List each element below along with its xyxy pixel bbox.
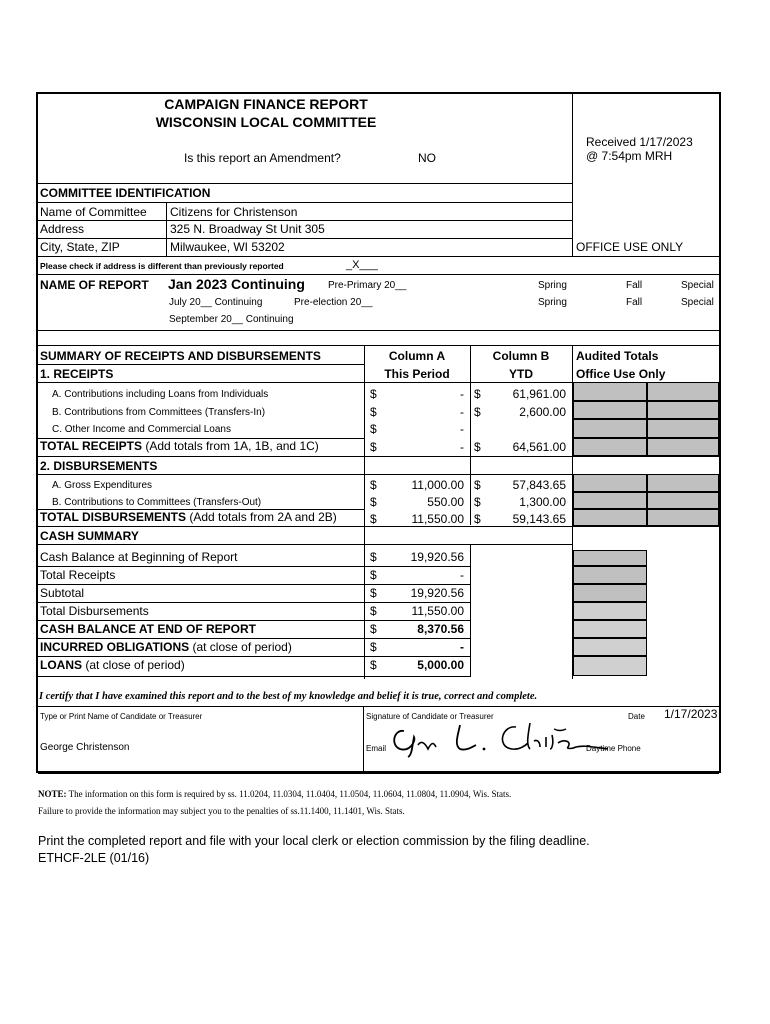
cash-end-label: CASH BALANCE AT END OF REPORT bbox=[40, 622, 256, 636]
audit-r-a-a[interactable] bbox=[573, 382, 647, 401]
audit-subtotal[interactable] bbox=[573, 584, 647, 602]
disb-a-col-b[interactable]: 57,843.65 bbox=[512, 478, 566, 492]
amendment-answer[interactable]: NO bbox=[418, 151, 436, 165]
note-label: NOTE: bbox=[38, 789, 67, 799]
incurred-value[interactable]: - bbox=[460, 640, 464, 654]
cash-begin-value[interactable]: 19,920.56 bbox=[410, 550, 464, 564]
form-subtitle: WISCONSIN LOCAL COMMITTEE bbox=[155, 114, 377, 130]
receipt-a-label: A. Contributions including Loans from Individuals bbox=[52, 389, 269, 400]
receipts-heading: 1. RECEIPTS bbox=[40, 367, 114, 381]
audit-loans[interactable] bbox=[573, 656, 647, 676]
committee-city-label: City, State, ZIP bbox=[40, 240, 120, 254]
name-label: Type or Print Name of Candidate or Treasurer bbox=[40, 712, 203, 721]
cash-end-dollar: $ bbox=[370, 622, 377, 636]
disb-a-col-a[interactable]: 11,000.00 bbox=[411, 478, 464, 492]
audit-tr-b[interactable] bbox=[647, 438, 719, 456]
campaign-finance-form bbox=[36, 92, 721, 773]
report-spring-1[interactable]: Spring bbox=[538, 280, 567, 291]
subtotal-value[interactable]: 19,920.56 bbox=[410, 586, 464, 600]
disb-b-label: B. Contributions to Committees (Transfers-Out) bbox=[52, 497, 262, 508]
audit-d-a-a[interactable] bbox=[573, 474, 647, 492]
total-receipts-bold: TOTAL RECEIPTS bbox=[40, 439, 143, 453]
receipt-b-col-b-dollar: $ bbox=[474, 405, 481, 419]
loans-bold: LOANS bbox=[40, 658, 82, 672]
report-pre-election[interactable]: Pre-election 20__ bbox=[294, 297, 373, 308]
receipt-b-col-a-dollar: $ bbox=[370, 405, 377, 419]
audit-d-a-b[interactable] bbox=[647, 474, 719, 492]
amendment-question: Is this report an Amendment? bbox=[184, 151, 341, 165]
received-stamp-line2: @ 7:54pm MRH bbox=[586, 149, 673, 163]
treasurer-name[interactable]: George Christenson bbox=[40, 742, 130, 753]
cash-disb-label: Total Disbursements bbox=[40, 604, 149, 618]
audited-subheading: Office Use Only bbox=[576, 367, 666, 381]
audit-cash-end[interactable] bbox=[573, 620, 647, 638]
committee-name-label: Name of Committee bbox=[40, 205, 147, 219]
date-value[interactable]: 1/17/2023 bbox=[664, 707, 718, 721]
receipt-b-col-b[interactable]: 2,600.00 bbox=[519, 405, 566, 419]
subtotal-dollar: $ bbox=[370, 586, 377, 600]
cash-begin-dollar: $ bbox=[370, 550, 377, 564]
disbursements-heading: 2. DISBURSEMENTS bbox=[40, 459, 158, 473]
total-disb-note: (Add totals from 2A and 2B) bbox=[189, 510, 337, 524]
total-receipts-col-b[interactable]: 64,561.00 bbox=[512, 440, 566, 454]
receipt-b-label: B. Contributions from Committees (Transfers-In) bbox=[52, 407, 266, 418]
disb-a-col-a-dollar: $ bbox=[370, 478, 377, 492]
summary-heading: SUMMARY OF RECEIPTS AND DISBURSEMENTS bbox=[40, 349, 321, 363]
total-receipts-col-b-dollar: $ bbox=[474, 440, 481, 454]
report-name-value[interactable]: Jan 2023 Continuing bbox=[168, 276, 305, 292]
phone-label: Daytime Phone bbox=[586, 744, 641, 753]
report-spring-2[interactable]: Spring bbox=[538, 297, 567, 308]
report-july[interactable]: July 20__ Continuing bbox=[169, 297, 263, 308]
loans-dollar: $ bbox=[370, 658, 377, 672]
col-a-heading: Column A bbox=[388, 349, 446, 363]
email-label: Email bbox=[366, 744, 387, 753]
report-september[interactable]: September 20__ Continuing bbox=[169, 314, 294, 325]
subtotal-label: Subtotal bbox=[40, 586, 85, 600]
note-line bbox=[38, 789, 511, 799]
disb-a-label: A. Gross Expenditures bbox=[52, 480, 153, 491]
disb-b-col-a[interactable]: 550.00 bbox=[427, 495, 464, 509]
disb-a-col-b-dollar: $ bbox=[474, 478, 481, 492]
report-special-2[interactable]: Special bbox=[681, 297, 714, 308]
committee-city-value[interactable]: Milwaukee, WI 53202 bbox=[170, 240, 285, 254]
total-disb-col-b[interactable]: 59,143.65 bbox=[512, 512, 566, 526]
receipt-c-label: C. Other Income and Commercial Loans bbox=[52, 424, 231, 435]
loans-value[interactable]: 5,000.00 bbox=[417, 658, 464, 672]
address-check-label: Please check if address is different than previously reported bbox=[40, 261, 284, 271]
signature-image[interactable] bbox=[388, 719, 608, 759]
audit-r-c-a[interactable] bbox=[573, 419, 647, 438]
total-disb-col-b-dollar: $ bbox=[474, 512, 481, 526]
cash-receipts-value[interactable]: - bbox=[460, 568, 464, 582]
disb-b-col-b[interactable]: 1,300.00 bbox=[519, 495, 566, 509]
audit-r-c-b[interactable] bbox=[647, 419, 719, 438]
disb-b-col-b-dollar: $ bbox=[474, 495, 481, 509]
audit-d-b-b[interactable] bbox=[647, 492, 719, 509]
incurred-dollar: $ bbox=[370, 640, 377, 654]
incurred-note: (at close of period) bbox=[192, 640, 292, 654]
cash-receipts-dollar: $ bbox=[370, 568, 377, 582]
incurred-label bbox=[40, 640, 292, 654]
receipt-a-col-b-dollar: $ bbox=[474, 387, 481, 401]
total-disb-bold: TOTAL DISBURSEMENTS bbox=[40, 510, 187, 524]
cash-summary-heading: CASH SUMMARY bbox=[40, 529, 139, 543]
receipt-a-col-a[interactable]: - bbox=[460, 387, 464, 401]
report-pre-primary[interactable]: Pre-Primary 20__ bbox=[328, 280, 407, 291]
cash-disb-dollar: $ bbox=[370, 604, 377, 618]
receipt-c-col-a-dollar: $ bbox=[370, 422, 377, 436]
cash-end-value[interactable]: 8,370.56 bbox=[417, 622, 464, 636]
audit-r-b-a[interactable] bbox=[573, 401, 647, 419]
received-stamp-line1: Received 1/17/2023 bbox=[586, 135, 693, 149]
total-disb-col-a-dollar: $ bbox=[370, 512, 377, 526]
audit-td-a[interactable] bbox=[573, 509, 647, 526]
audit-r-a-b[interactable] bbox=[647, 382, 719, 401]
report-fall-2[interactable]: Fall bbox=[626, 297, 643, 308]
cash-begin-label: Cash Balance at Beginning of Report bbox=[40, 550, 238, 564]
audit-d-b-a[interactable] bbox=[573, 492, 647, 509]
audited-heading: Audited Totals bbox=[576, 349, 659, 363]
total-disb-col-a[interactable]: 11,550.00 bbox=[411, 512, 464, 526]
incurred-bold: INCURRED OBLIGATIONS bbox=[40, 640, 190, 654]
address-check-mark[interactable]: _X___ bbox=[346, 259, 378, 271]
loans-label bbox=[40, 658, 185, 672]
cash-disb-value[interactable]: 11,550.00 bbox=[411, 604, 464, 618]
failure-line: Failure to provide the information may subject you to the penalties of ss.11.1400, 11.1401, Wis. Stats. bbox=[38, 806, 405, 816]
office-use-label: OFFICE USE ONLY bbox=[576, 240, 684, 254]
report-name-label: NAME OF REPORT bbox=[40, 278, 149, 292]
receipt-c-col-a[interactable]: - bbox=[460, 422, 464, 436]
loans-note: (at close of period) bbox=[85, 658, 185, 672]
total-receipts-label bbox=[40, 439, 319, 453]
audit-tr-a[interactable] bbox=[573, 438, 647, 456]
report-fall-1[interactable]: Fall bbox=[626, 280, 643, 291]
committee-name-value[interactable]: Citizens for Christenson bbox=[170, 205, 298, 219]
audit-cash-begin[interactable] bbox=[573, 550, 647, 566]
col-a-subheading: This Period bbox=[384, 367, 450, 381]
audit-cash-receipts[interactable] bbox=[573, 566, 647, 584]
total-receipts-note: (Add totals from 1A, 1B, and 1C) bbox=[145, 439, 319, 453]
certify-statement: I certify that I have examined this report and to the best of my knowledge and belief it is true, correct and complete. bbox=[39, 691, 538, 702]
report-special-1[interactable]: Special bbox=[681, 280, 714, 291]
audit-incurred[interactable] bbox=[573, 638, 647, 656]
committee-id-heading: COMMITTEE IDENTIFICATION bbox=[40, 186, 211, 200]
total-disb-label bbox=[40, 510, 337, 524]
cash-receipts-label: Total Receipts bbox=[40, 568, 116, 582]
col-b-subheading: YTD bbox=[509, 367, 533, 381]
disb-b-col-a-dollar: $ bbox=[370, 495, 377, 509]
note-text: The information on this form is required by ss. 11.0204, 11.0304, 11.0404, 11.0504, 11.0604, 11.0804, 11.0904, Wis. Stats. bbox=[68, 789, 512, 799]
signature-label: Signature of Candidate or Treasurer bbox=[366, 712, 494, 721]
audit-cash-disb[interactable] bbox=[573, 602, 647, 620]
committee-address-value[interactable]: 325 N. Broadway St Unit 305 bbox=[170, 222, 325, 236]
print-instruction: Print the completed report and file with your local clerk or election commission by the filing deadline. bbox=[38, 834, 590, 848]
committee-address-label: Address bbox=[40, 222, 85, 236]
receipt-a-col-b[interactable]: 61,961.00 bbox=[512, 387, 566, 401]
form-id: ETHCF-2LE (01/16) bbox=[38, 851, 150, 865]
audit-td-b[interactable] bbox=[647, 509, 719, 526]
receipt-a-col-a-dollar: $ bbox=[370, 387, 377, 401]
form-title: CAMPAIGN FINANCE REPORT bbox=[164, 96, 368, 112]
total-receipts-col-a[interactable]: - bbox=[460, 440, 464, 454]
date-label: Date bbox=[628, 712, 645, 721]
total-receipts-col-a-dollar: $ bbox=[370, 440, 377, 454]
audit-r-b-b[interactable] bbox=[647, 401, 719, 419]
col-b-heading: Column B bbox=[492, 349, 550, 363]
receipt-b-col-a[interactable]: - bbox=[460, 405, 464, 419]
